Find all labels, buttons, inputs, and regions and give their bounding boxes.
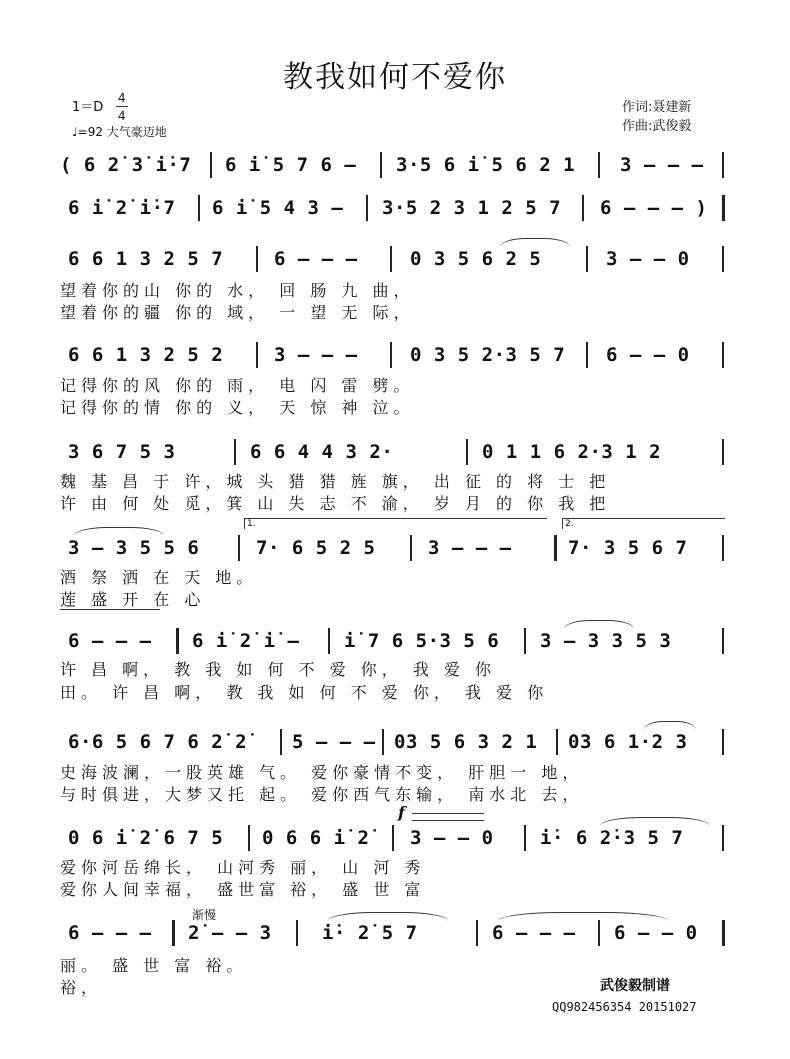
barline — [722, 152, 724, 178]
lyric-line: 许 昌 啊， 教 我 如 何 不 爱 你， 我 爱 你 — [60, 660, 497, 679]
lyric-line: 望着你的疆 你的 域， 一 望 无 际， — [60, 303, 415, 322]
measure: 6 6 4 4 3 2· — [250, 441, 394, 463]
barline — [722, 342, 724, 368]
lyric-line: 魏 基 昌 于 许，城 头 猎 猎 旌 旗， 出 征 的 将 士 把 — [60, 472, 611, 491]
measure: 3 – – 0 — [410, 827, 494, 849]
barline — [582, 195, 584, 221]
lyric-line: 史海波澜，一股英雄 气。 爱你豪情不变， 肝胆一 地， — [60, 763, 584, 782]
score-system-4 — [60, 340, 732, 370]
barline — [410, 535, 412, 561]
barline — [722, 628, 724, 654]
lyric-line: 田。 许 昌 啊， 教 我 如 何 不 爱 你， 我 爱 你 — [60, 683, 549, 702]
final-barline — [722, 920, 725, 946]
measure: 3 – – 0 — [606, 248, 690, 270]
song-title: 教我如何不爱你 — [283, 60, 507, 95]
barline — [476, 920, 478, 946]
barline — [722, 729, 724, 755]
measure: 2̇ – – 3 — [188, 922, 272, 944]
measure: 6·6 5 6 7 6 2̇ 2̇ — [68, 731, 248, 753]
barline — [390, 342, 392, 368]
barline — [586, 342, 588, 368]
measure: 6 – – 0 — [606, 344, 690, 366]
barline — [390, 246, 392, 272]
measure: 3 6 7 5 3 — [68, 441, 176, 463]
measure: 03 6 1·2 3 — [568, 731, 688, 753]
score-system-8 — [60, 727, 732, 757]
barline — [586, 246, 588, 272]
second-ending-bracket: 2. — [562, 518, 725, 529]
measure: 5 – – – — [292, 731, 376, 753]
barline — [524, 628, 526, 654]
score-system-9 — [60, 823, 732, 853]
measure: 0 3 5 6 2 5 — [410, 248, 542, 270]
measure: ( 6 2̇ 3̇ i̇·7 — [60, 154, 192, 176]
score-system-5 — [60, 437, 732, 467]
barline — [598, 920, 600, 946]
lyric-line: 记得你的风 你的 雨， 电 闪 雷 劈。 — [60, 376, 415, 395]
measure: 6 – – – — [274, 248, 358, 270]
barline — [210, 152, 212, 178]
barline — [256, 342, 258, 368]
ritardando-marking: 渐慢 — [192, 908, 217, 922]
barline — [256, 246, 258, 272]
measure: 6 i̇ 5 7 6 – — [225, 154, 357, 176]
measure: 3·5 6 i̇ 5 6 2 1 — [396, 154, 576, 176]
barline — [722, 825, 724, 851]
time-signature-top: 4 — [118, 91, 126, 105]
measure: 3 – 3 5 5 6 — [68, 537, 200, 559]
measure: 3·5 2 3 1 2 5 7 — [382, 197, 562, 219]
barline — [280, 729, 282, 755]
lyric-line: 酒 祭 洒 在 天 地。 — [60, 568, 258, 587]
barline — [466, 439, 468, 465]
barline — [328, 628, 330, 654]
measure: 3 – – – — [274, 344, 358, 366]
measure: 6 – – – — [68, 922, 152, 944]
measure: 6 – – – ) — [600, 197, 708, 219]
lyric-line: 裕， — [60, 978, 103, 997]
lyric-line: 莲 盛 开 在 心 — [60, 590, 206, 609]
barline — [198, 195, 200, 221]
measure: 0 1 1 6 2·3 1 2 — [482, 441, 662, 463]
measure: 7· 3 5 6 7 — [568, 537, 688, 559]
score-system-6 — [60, 533, 732, 563]
measure: 3 – 3 3 5 3 — [540, 630, 672, 652]
lyricist: 作词:聂建新 — [622, 100, 692, 115]
barline — [382, 729, 384, 755]
time-signature-line — [116, 106, 128, 107]
barline — [234, 439, 236, 465]
score-system-7 — [60, 626, 732, 656]
measure: i̇· 6 2̇·3 5 7 — [540, 827, 684, 849]
repeat-barline — [172, 920, 175, 946]
measure: 0 6 i̇ 2̇ 6 7 5 — [68, 827, 224, 849]
lyric-line: 爱你人间幸福， 盛世富 裕， 盛 世 富 — [60, 880, 426, 899]
crescendo-mark — [412, 813, 484, 821]
composer: 作曲:武俊毅 — [622, 119, 692, 134]
time-signature-bottom: 4 — [118, 109, 126, 123]
barline — [296, 920, 298, 946]
dynamic-forte: f — [398, 803, 405, 822]
barline — [524, 825, 526, 851]
score-system-2 — [60, 193, 732, 223]
measure: 6 – – – — [492, 922, 576, 944]
barline — [598, 152, 600, 178]
measure: 6 i̇ 5 4 3 – — [212, 197, 344, 219]
measure: 6 6 1 3 2 5 2 — [68, 344, 224, 366]
measure: 6 – – 0 — [614, 922, 698, 944]
measure: 6 – – – — [68, 630, 152, 652]
barline — [392, 825, 394, 851]
tempo-marking: ♩=92 大气豪迈地 — [72, 125, 167, 139]
measure: 03 5 6 3 2 1 — [394, 731, 538, 753]
measure: i̇· 2̇ 5 7 — [322, 922, 418, 944]
measure: i̇ 7 6 5·3 5 6 — [344, 630, 500, 652]
barline — [556, 729, 558, 755]
score-system-1 — [60, 150, 732, 180]
lyric-line: 望着你的山 你的 水， 回 肠 九 曲， — [60, 281, 415, 300]
arranger-credit: 武俊毅制谱 — [600, 978, 670, 994]
lyric-line: 许 由 何 处 觅，箕 山 失 志 不 渝， 岁 月 的 你 我 把 — [60, 494, 611, 513]
extension-line — [60, 609, 160, 610]
lyric-line: 爱你河岳绵长， 山河秀 丽， 山 河 秀 — [60, 858, 426, 877]
repeat-barline — [554, 535, 557, 561]
measure: 3 – – – — [620, 154, 704, 176]
measure: 6 i̇ 2̇ i̇ – — [192, 630, 300, 652]
repeat-barline — [176, 628, 179, 654]
key-signature: 1＝D — [72, 100, 104, 115]
first-ending-bracket: 1. — [244, 518, 547, 529]
lyric-line: 丽。 盛 世 富 裕。 — [60, 956, 248, 975]
contact-code: QQ982456354 20151027 — [552, 1000, 697, 1014]
measure: 7· 6 5 2 5 — [256, 537, 376, 559]
barline — [248, 825, 250, 851]
score-system-10 — [60, 918, 732, 948]
barline — [722, 535, 724, 561]
lyric-line: 记得你的情 你的 义， 天 惊 神 泣。 — [60, 398, 415, 417]
barline — [366, 195, 368, 221]
measure: 6 6 1 3 2 5 7 — [68, 248, 224, 270]
repeat-barline — [722, 195, 725, 221]
lyric-line: 与时俱进，大梦又托 起。 爱你西气东输， 南水北 去， — [60, 785, 584, 804]
score-system-3 — [60, 244, 732, 274]
measure: 3 – – – — [428, 537, 512, 559]
barline — [380, 152, 382, 178]
measure: 0 3 5 2·3 5 7 — [410, 344, 566, 366]
barline — [722, 246, 724, 272]
measure: 6 i̇ 2̇ i̇·7 — [68, 197, 176, 219]
measure: 0 6 6 i̇ 2̇ — [262, 827, 370, 849]
barline — [238, 535, 240, 561]
barline — [722, 439, 724, 465]
